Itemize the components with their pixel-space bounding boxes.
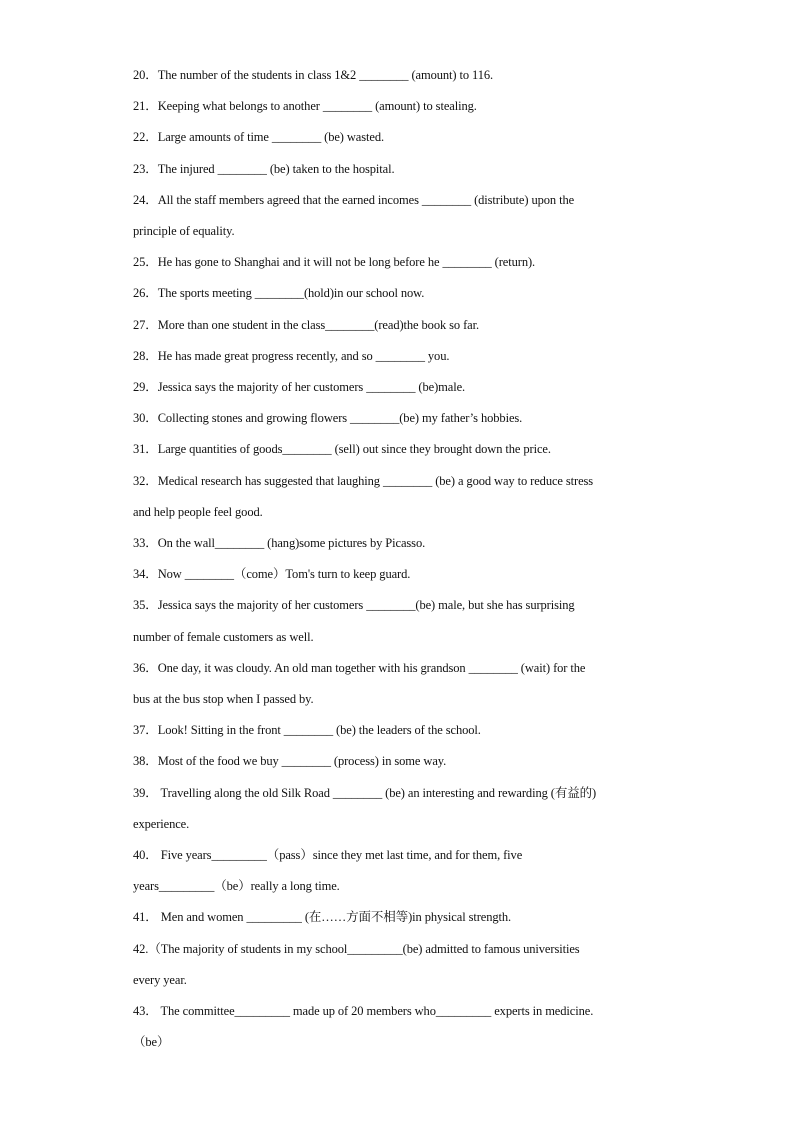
exercise-line-continuation: bus at the bus stop when I passed by. — [133, 692, 314, 707]
exercise-line: 24．All the staff members agreed that the earned incomes ________ (distribute) upon the — [133, 192, 575, 207]
exercise-line-continuation: and help people feel good. — [133, 504, 263, 519]
exercise-line: 36．One day, it was cloudy. An old man together with his grandson ________ (wait) for the — [133, 660, 586, 675]
exercise-line-continuation: number of female customers as well. — [133, 629, 314, 644]
exercise-line: 37．Look! Sitting in the front ________ (be) the leaders of the school. — [133, 723, 481, 738]
exercise-line: 32．Medical research has suggested that laughing ________ (be) a good way to reduce stress — [133, 473, 594, 488]
exercise-line-continuation: years_________（be）really a long time. — [133, 879, 340, 894]
exercise-line: 25．He has gone to Shanghai and it will not be long before he ________ (return). — [133, 255, 536, 270]
exercise-line: 29．Jessica says the majority of her customers ________ (be)male. — [133, 380, 466, 395]
exercise-line: 26．The sports meeting ________(hold)in our school now. — [133, 286, 425, 301]
exercise-line: 23．The injured ________ (be) taken to the hospital. — [133, 161, 395, 176]
exercise-line: 21．Keeping what belongs to another ________ (amount) to stealing. — [133, 99, 477, 114]
exercise-line: 35．Jessica says the majority of her customers ________(be) male, but she has surprising — [133, 598, 575, 613]
exercise-line: 40． Five years_________（pass）since they met last time, and for them, five — [133, 848, 523, 863]
exercise-line-continuation: experience. — [133, 816, 190, 831]
exercise-line: 33．On the wall________ (hang)some pictures by Picasso. — [133, 536, 426, 551]
exercise-line: 31．Large quantities of goods________ (sell) out since they brought down the price. — [133, 442, 551, 457]
exercise-line: 38．Most of the food we buy ________ (process) in some way. — [133, 754, 447, 769]
exercise-line: 42.（The majority of students in my school_________(be) admitted to famous universities — [133, 941, 580, 956]
exercise-line: 41． Men and women _________ (在……方面不相等)in physical strength. — [133, 910, 512, 925]
exercise-line-continuation: every year. — [133, 972, 187, 987]
exercise-line-continuation: （be） — [133, 1035, 170, 1050]
exercise-line: 22．Large amounts of time ________ (be) wasted. — [133, 130, 385, 145]
exercise-line: 28．He has made great progress recently, and so ________ you. — [133, 348, 450, 363]
exercise-line-continuation: principle of equality. — [133, 224, 235, 239]
exercise-line: 20．The number of the students in class 1&2 ________ (amount) to 116. — [133, 68, 494, 82]
exercise-line: 39． Travelling along the old Silk Road ________ (be) an interesting and rewarding (有益的) — [133, 785, 597, 800]
exercise-line: 27．More than one student in the class________(read)the book so far. — [133, 317, 479, 332]
exercise-line: 34．Now ________（come）Tom's turn to keep guard. — [133, 567, 411, 582]
exercise-line: 43． The committee_________ made up of 20 members who_________ experts in medicine. — [133, 1004, 594, 1019]
exercise-line: 30．Collecting stones and growing flowers ________(be) my father’s hobbies. — [133, 411, 523, 426]
exercise-page — [133, 60, 673, 1059]
